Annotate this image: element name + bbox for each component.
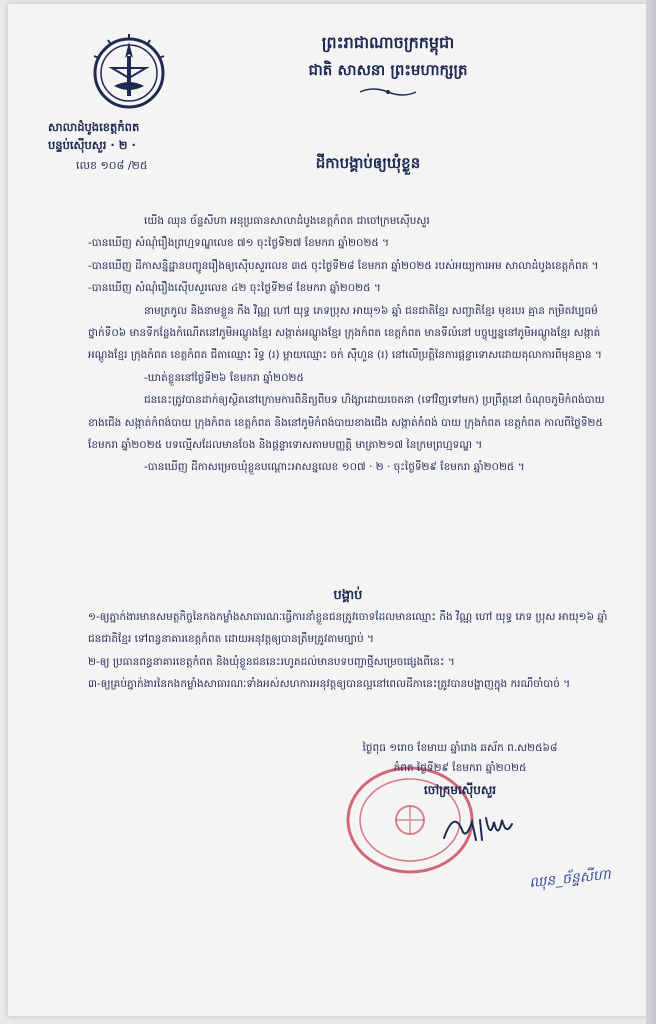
body-paragraph: ជននេះត្រូវបានដាក់ឲ្យស្ថិតនៅក្រោមការពិនិត្យពីបទ ហិង្សាដោយចេតនា (ទៅវិញទៅមក) ប្រព្រឹត្តនៅ ចំណុចភូមិកំពង់បាយខាងជើង សង្កាត់កំពង់បាយ ក្រុងកំពត ខេត្តកំពត និងនៅភូមិកំពង់បាយខាងជើង សង្កាត់កំពង់ បាយ ក្រុងកំពត ខេត្តកំពត កាលពីថ្ងៃទី២៥ ខែមករា ឆ្នាំ២០២៥ បទល្មើសដែលមានចែង និងផ្ដន្ទាទោសតាមបញ្ញត្តិ មាត្រា២១៧ នៃក្រមព្រហ្មទណ្ឌ ។ — [88, 394, 605, 452]
signer-title: ចៅក្រមស៊ើបសួរ — [423, 783, 497, 797]
body-paragraph: -បានឃើញ សំណុំរឿងព្រហ្មទណ្ឌលេខ ៧១ ចុះថ្ងៃទី២៧ ខែមករា ឆ្នាំ២០២៥ ។ — [88, 237, 390, 250]
body-paragraph: យើង ឈុន ច័ន្ទសីហា អនុប្រធានសាលាដំបូងខេត្តកំពត ជាចៅក្រមស៊ើបសួរ — [144, 215, 430, 227]
page-edge — [646, 0, 656, 1024]
signer-name-handwritten: ឈុន_ច័ន្ទសីហា — [528, 866, 612, 892]
document-title: ដីកាបង្គាប់ឲ្យឃុំខ្លួន — [315, 154, 421, 172]
body-paragraph: នាមត្រកូល និងនាមខ្លួន កឹង វិណ្ណ ហៅ យុទ្ធ ភេទប្រុស អាយុ១៦ ឆ្នាំ ជនជាតិខ្មែរ សញ្ជាតិខ្មែរ មុខរបរ គ្មាន កម្រិតវប្បធម៌ថ្នាក់ទី០៦ មានទីកន្លែងកំណើតនៅភូមិអណ្ដូងខ្មែរ សង្កាត់អណ្ដូងខ្មែរ ក្រុងកំពត ខេត្តកំពត មានទីលំនៅ បច្ចុប្បន្ននៅភូមិអណ្ដូងខ្មែរ សង្កាត់អណ្ដូងខ្មែរ ក្រុងកំពត ខេត្តកំពត ជីតាឈ្មោះ រិទ្ធ (រ) ម្ដាយឈ្មោះ ចក់ ស៊ីហួន (រ) នៅលើប្រត្តិនៃការផ្ដន្ទាទោសដោយតុលាការពីមុនគ្មាន ។ — [88, 304, 602, 362]
decision-item: ១-ឲ្យភ្នាក់ងារមានសមត្ថកិច្ចនៃកងកម្លាំងសាធារណៈធ្វើការនាំខ្លួនជនត្រូវចោទដែលមានឈ្មោះ កឹង វិណ្ណ ហៅ យុទ្ធ ភេទ ប្រុស អាយុ១៦ ឆ្នាំ ជនជាតិខ្មែរ ទៅពន្ធនាគារខេត្តកំពត ដោយអនុវត្តឲ្យបានត្រឹមត្រូវតាមច្បាប់ ។ — [88, 611, 608, 646]
signature-icon — [436, 800, 536, 850]
body-paragraph: -បានឃើញ ដីកាសន្និដ្ឋានបញ្ជូនរឿងឲ្យស៊ើបសួរលេខ ៣៥ ចុះថ្ងៃទី២៨ ខែមករា ឆ្នាំ២០២៥ របស់អយ្យការអម សាលាដំបូងខេត្តកំពត ។ — [88, 259, 599, 272]
decision-list — [88, 606, 608, 696]
body-paragraph: -បានឃើញ ដីកាសម្រេចឃុំខ្លួនបណ្ដោះអាសន្នលេខ ១០៧ · ២ · ចុះថ្ងៃទី២៩ ខែមករា ឆ្នាំ២០២៥ ។ — [144, 461, 525, 474]
decision-heading: បង្គាប់ — [333, 588, 363, 603]
body-paragraph: -បានឃើញ សំណុំរឿងស៊ើបសួរលេខ ៤២ ចុះថ្ងៃទី២៨ ខែមករា ឆ្នាំ២០២៥ ។ — [88, 282, 381, 295]
date-block — [320, 738, 600, 778]
national-motto: ជាតិ សាសនា ព្រះមហាក្សត្រ — [308, 61, 468, 79]
reference-number: លេខ ១០៨ /២៥ — [76, 159, 148, 172]
kingdom-heading: ព្រះរាជាណាចក្រកម្ពុជា — [321, 33, 455, 52]
lunar-date: ថ្ងៃពុធ ១រោច ខែមាឃ ឆ្នាំរោង ឆស័ក ព.ស២៥៦៨ — [362, 742, 558, 754]
court-department: បន្ទប់ស៊ើបសួរ · ២ · — [48, 138, 136, 152]
court-emblem-icon — [84, 28, 174, 118]
document-body — [88, 210, 608, 479]
body-paragraph: -ឃាត់ខ្លួននៅថ្ងៃទី២៦ ខែមករា ឆ្នាំ២០២៥ — [144, 371, 304, 384]
motto-ornament-icon — [358, 86, 418, 98]
decision-item: ៣-ឲ្យគ្រប់ភ្នាក់ងារនៃកងកម្លាំងសាធារណៈទាំងអស់សហការអនុវត្តឲ្យបានល្អនៅពេលដីកានេះត្រូវបានបង្ហាញក្នុង ករណីចាំបាច់ ។ — [88, 678, 571, 691]
solar-date: កំពត ថ្ងៃទី២៩ ខែមករា ឆ្នាំ២០២៥ — [393, 762, 527, 774]
decision-item: ២-ឲ្យ ប្រធានពន្ធនាគារខេត្តកំពត និងឃុំខ្លួនជននេះរហូតដល់មានបទបញ្ជាថ្មីសម្រេចផ្សេងពីនេះ ។ — [88, 655, 455, 668]
court-name: សាលាដំបូងខេត្តកំពត បន្ទប់ស៊ើបសួរ · ២ · — [48, 118, 208, 154]
